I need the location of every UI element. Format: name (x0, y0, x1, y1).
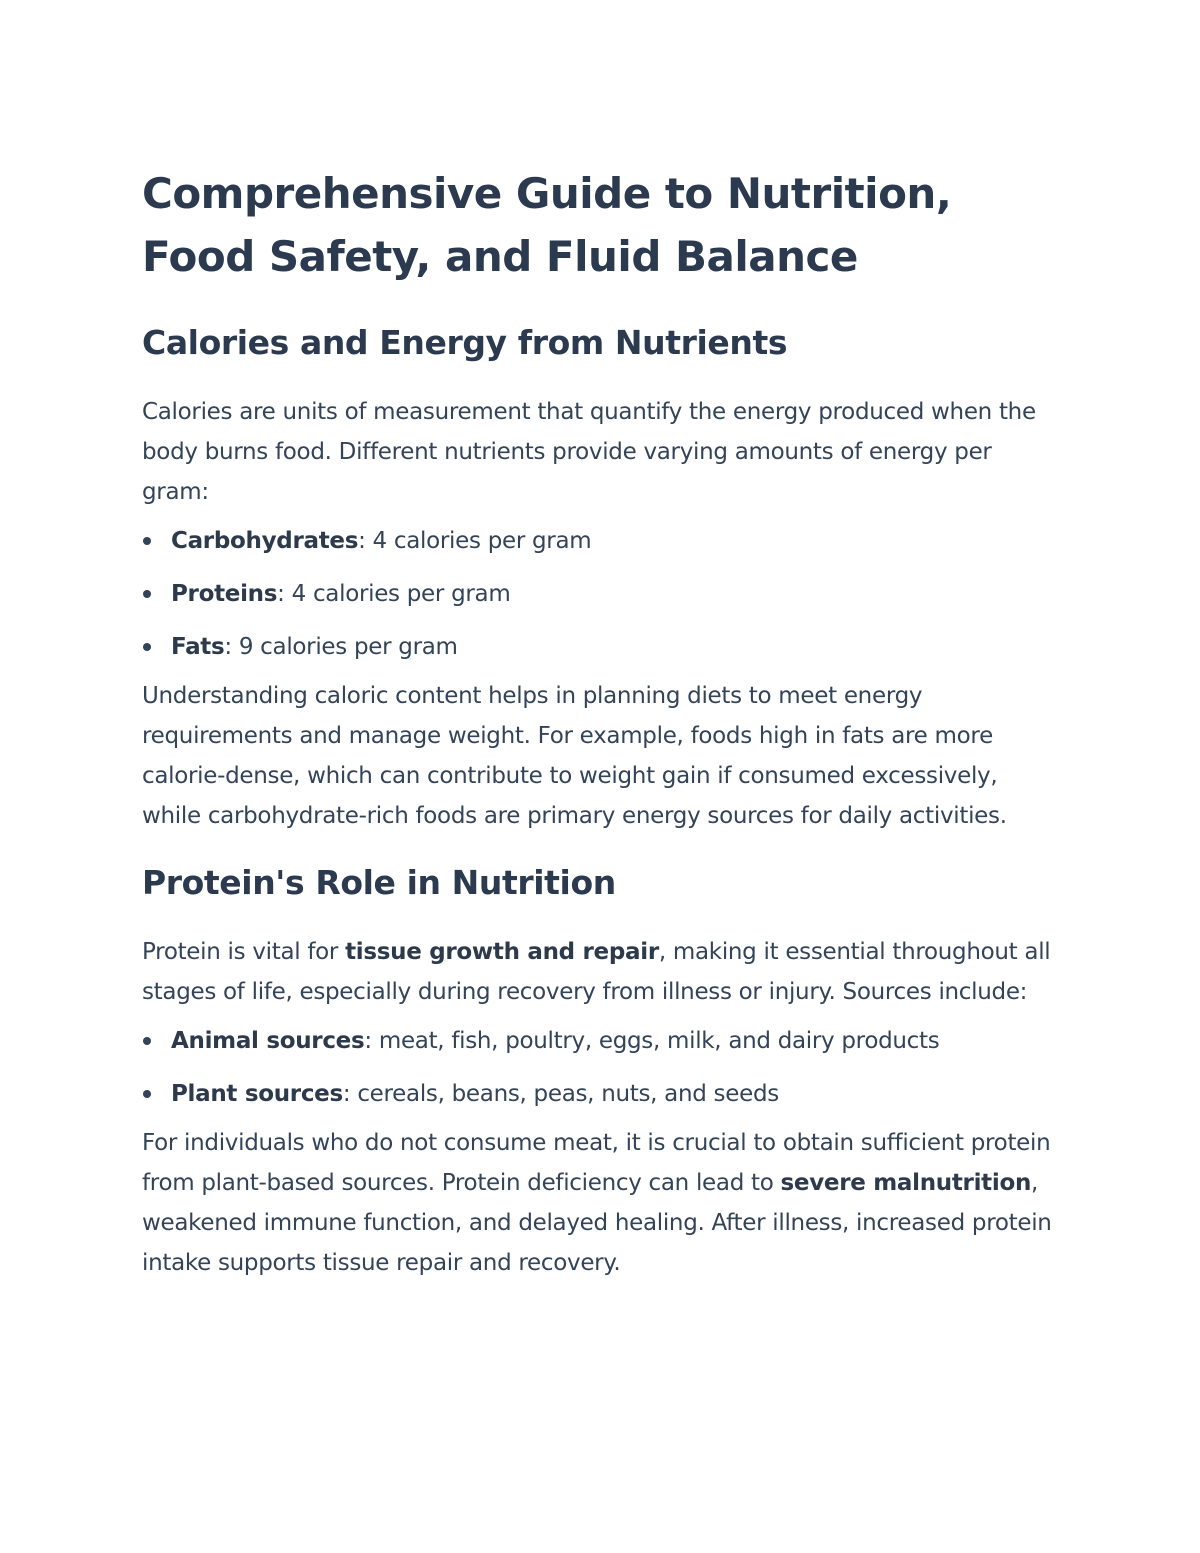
list-item-text: : 4 calories per gram (277, 581, 511, 607)
list-item-term: Plant sources (171, 1081, 343, 1107)
title-line-2: Food Safety, and Fluid Balance (142, 232, 858, 281)
list-item-term: Carbohydrates (171, 528, 359, 554)
list-item (142, 574, 1062, 614)
protein-intro-text-post: , making it essential throughout all stages of life, especially during recovery from illness or injury. Sources include: (142, 939, 1051, 1005)
section-heading-calories: Calories and Energy from Nutrients (142, 323, 788, 362)
protein-outro-paragraph (142, 1123, 1062, 1283)
bullet-icon (143, 1090, 151, 1098)
calories-list (142, 521, 1062, 667)
protein-outro-text-pre: For individuals who do not consume meat, it is crucial to obtain sufficient protein from plant-based sources. Protein deficiency can lead to (142, 1130, 1051, 1196)
list-item-term: Proteins (171, 581, 278, 607)
title-line-1: Comprehensive Guide to Nutrition, (142, 169, 952, 218)
list-item (142, 627, 1062, 667)
bullet-icon (143, 1037, 151, 1045)
calories-intro-paragraph: Calories are units of measurement that quantify the energy produced when the body burns food. Different nutrients provide varying amounts of energy per gram: (142, 399, 1036, 505)
bullet-icon (143, 537, 151, 545)
list-item (142, 521, 1062, 561)
protein-outro-text-post: , weakened immune function, and delayed healing. After illness, increased protein intake supports tissue repair and recovery. (142, 1170, 1052, 1276)
section-heading-protein: Protein's Role in Nutrition (142, 863, 616, 902)
bullet-icon (143, 590, 151, 598)
list-item-term: Animal sources (171, 1028, 365, 1054)
list-item-text: : 4 calories per gram (358, 528, 592, 554)
list-item (142, 1021, 1062, 1061)
calories-outro-paragraph: Understanding caloric content helps in planning diets to meet energy requirements and manage weight. For example, foods high in fats are more calorie-dense, which can contribute to weight gain if consumed excessively, while carbohydrate-rich foods are primary energy sources for daily activities. (142, 683, 1007, 829)
document-page (142, 162, 1062, 1283)
protein-outro-bold: severe malnutrition (780, 1170, 1032, 1196)
list-item-text: : meat, fish, poultry, eggs, milk, and dairy products (364, 1028, 940, 1054)
bullet-icon (143, 643, 151, 651)
list-item-text: : cereals, beans, peas, nuts, and seeds (342, 1081, 779, 1107)
list-item-term: Fats (171, 634, 225, 660)
protein-intro-text-pre: Protein is vital for (142, 939, 346, 965)
protein-sources-list (142, 1021, 1062, 1114)
list-item-text: : 9 calories per gram (224, 634, 458, 660)
list-item (142, 1074, 1062, 1114)
protein-intro-bold: tissue growth and repair (345, 939, 659, 965)
protein-intro-paragraph (142, 932, 1062, 1012)
document-title (142, 162, 1062, 288)
